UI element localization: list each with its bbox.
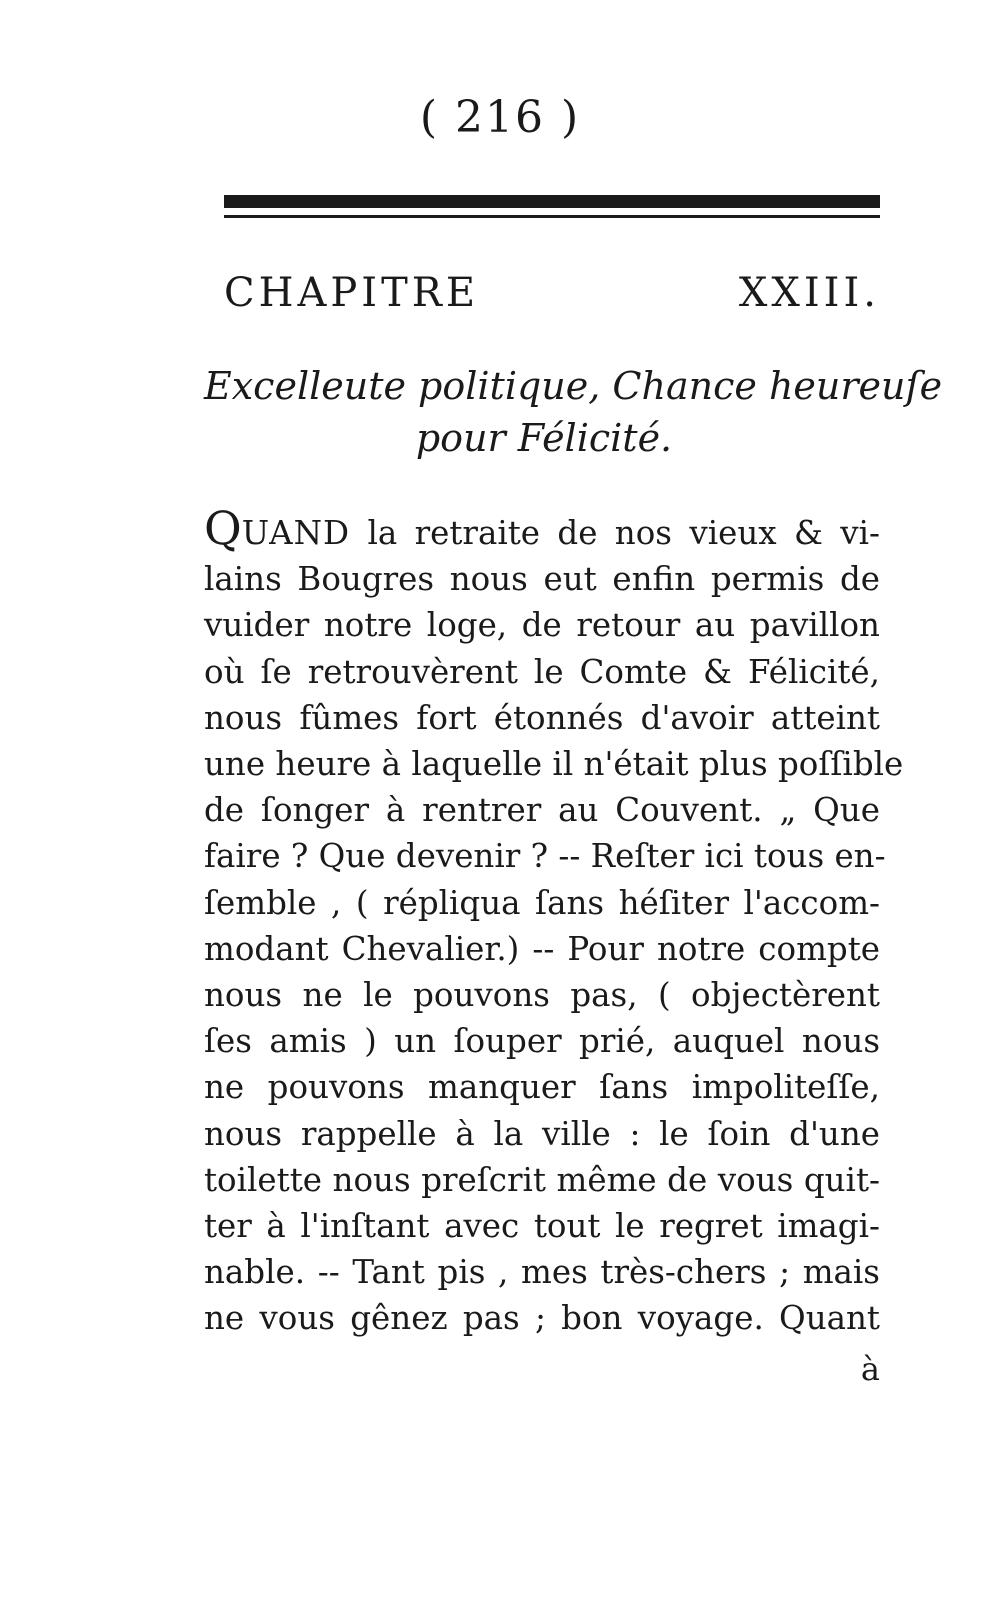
- body-line: de ſonger à rentrer au Couvent. „ Que: [204, 791, 880, 830]
- drop-cap: Q: [204, 501, 242, 555]
- body-line: ne vous gênez pas ; bon voyage. Quant: [204, 1299, 880, 1338]
- page-number: ( 216 ): [419, 92, 581, 143]
- body-line: nous fûmes fort étonnés d'avoir atteint: [204, 698, 880, 737]
- body-line: nous rappelle à la ville : le ſoin d'une: [204, 1114, 880, 1153]
- chapter-subtitle: [204, 360, 943, 464]
- body-line: nable. -- Tant pis , mes très-chers ; mais: [204, 1253, 880, 1292]
- chapter-heading: CHAPITRE XXIII.: [224, 270, 880, 316]
- body-line: une heure à laquelle il n'était plus poſſible: [204, 745, 904, 784]
- first-word-rest: UAND: [241, 514, 351, 552]
- body-line-first: [204, 501, 880, 556]
- subtitle-line-2: pour Félicité.: [415, 416, 673, 460]
- header-rule-thick: [224, 195, 880, 208]
- body-line: ſes amis ) un ſouper prié, auquel nous: [204, 1022, 880, 1061]
- body-line: faire ? Que devenir ? -- Reſter ici tous en-: [204, 837, 886, 876]
- body-line: toilette nous preſcrit même de vous quit-: [204, 1160, 880, 1199]
- body-line: où ſe retrouvèrent le Comte & Félicité,: [204, 652, 880, 691]
- body-line: ne pouvons manquer ſans impoliteſſe,: [204, 1068, 880, 1107]
- body-line: modant Chevalier.) -- Pour notre compte: [204, 929, 880, 968]
- body-line: ſemble , ( répliqua ſans héſiter l'accom-: [204, 883, 880, 922]
- body-line: vuider notre loge, de retour au pavillon: [204, 606, 880, 645]
- body-line: lains Bougres nous eut enfin permis de: [204, 560, 880, 599]
- first-line-rest: la retraite de nos vieux & vi-: [350, 514, 880, 552]
- body-paragraph: [204, 501, 904, 1342]
- body-line: ter à l'inſtant avec tout le regret imagi-: [204, 1207, 880, 1246]
- header-rule-thin: [224, 215, 880, 218]
- body-line: nous ne le pouvons pas, ( objectèrent: [204, 976, 880, 1015]
- catchword: à: [860, 1350, 880, 1388]
- subtitle-line-1: Excelleute politique, Chance heureuſe: [204, 364, 943, 408]
